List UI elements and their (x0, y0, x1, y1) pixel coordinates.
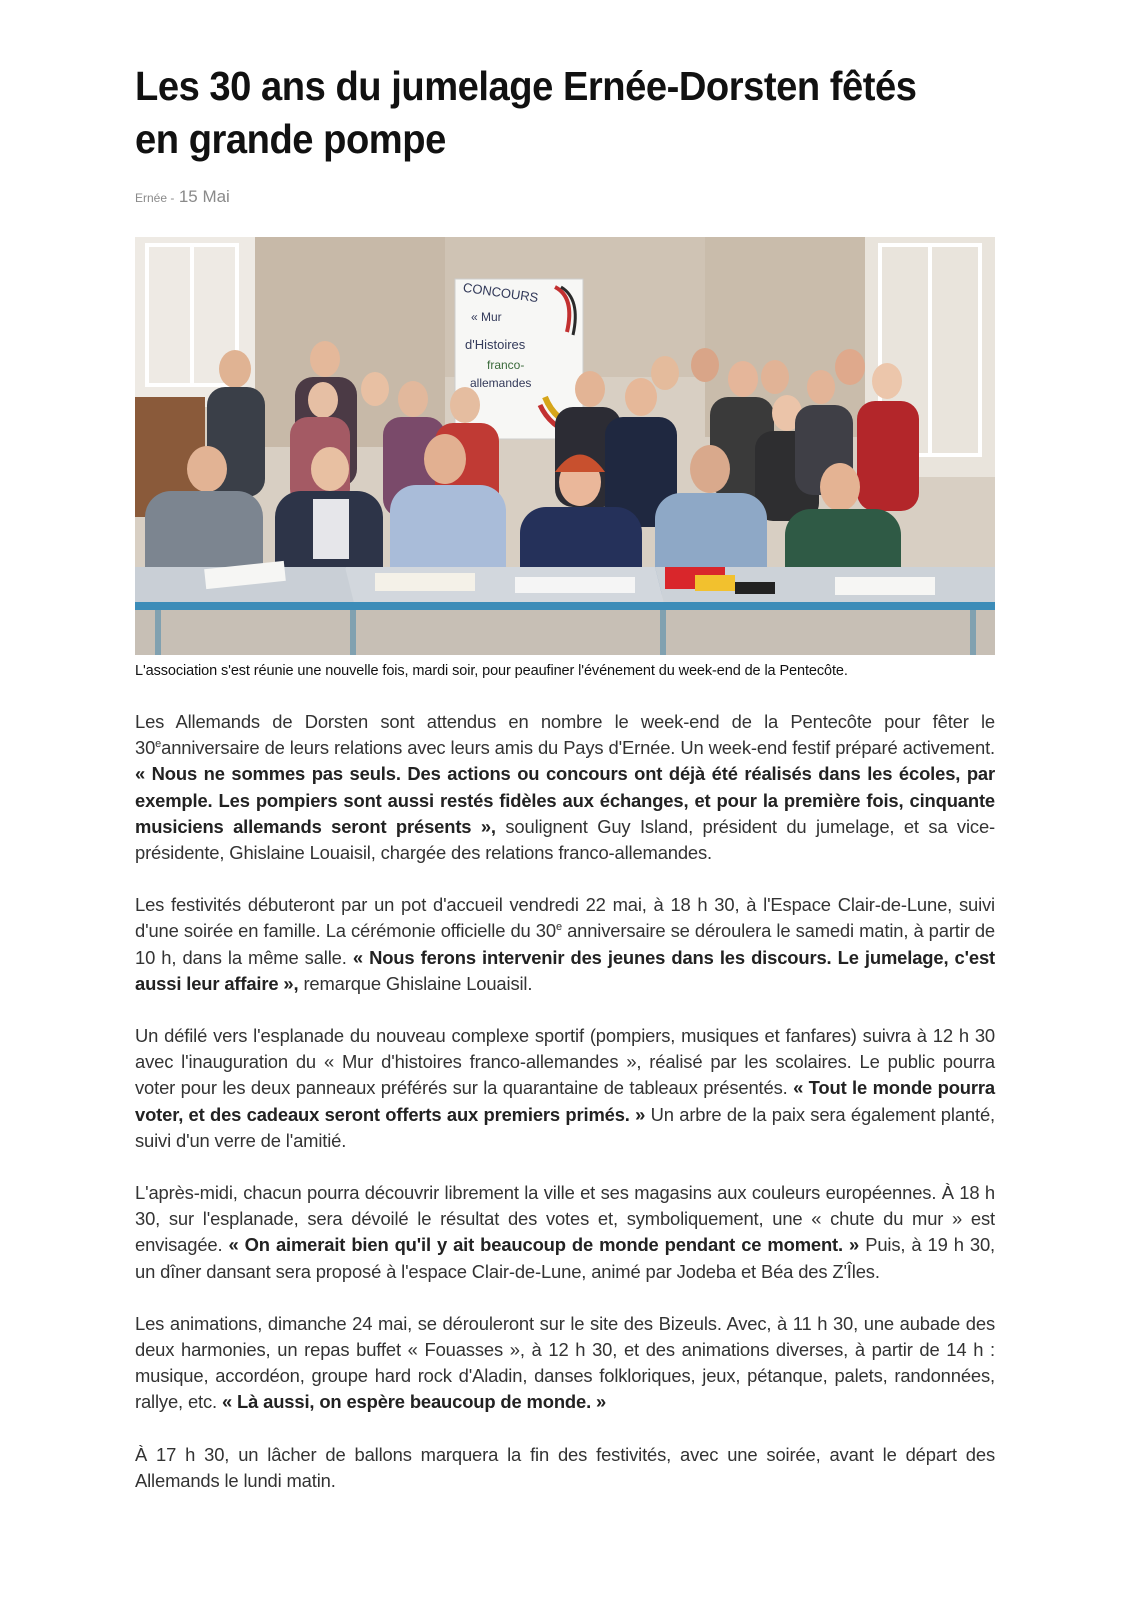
quote-5: « Là aussi, on espère beaucoup de monde. » (221, 1391, 607, 1413)
paragraph-6: À 17 h 30, un lâcher de ballons marquera la fin des festivités, avec une soirée, avant le départ des Allemands le lundi matin. (135, 1443, 995, 1491)
photo-caption: L'association s'est réunie une nouvelle fois, mardi soir, pour peaufiner l'événement du week-end de la Pentecôte. (135, 663, 848, 679)
quote-3: « Tout le monde pourra voter, et des cadeaux seront offerts aux premiers primés. » (135, 1077, 995, 1125)
article-body (135, 709, 995, 1520)
article-date: 15 Mai (178, 187, 230, 206)
quote-4: « On aimerait bien qu'il y ait beaucoup de monde pendant ce moment. » (228, 1234, 860, 1256)
article-title: Les 30 ans du jumelage Ernée-Dorsten fêtés en grande pompe (135, 63, 917, 162)
article-photo (135, 237, 995, 655)
paragraph-5: Les animations, dimanche 24 mai, se dérouleront sur le site des Bizeuls. Avec, à 11 h 30, une aubade des deux harmonies, un repas buffet « Fouasses », à 12 h 30, et des animations diverses, à partir de 14 h : musique, accordéon, groupe hard rock d'Aladin, danses folkloriques, jeux, pétanque, palets, randonnées, rallye, etc. « Là aussi, on espère beaucoup de monde. » (135, 1312, 995, 1413)
svg-text:« Mur: « Mur (471, 310, 502, 324)
paragraph-3: Un défilé vers l'esplanade du nouveau complexe sportif (pompiers, musiques et fanfares) suivra à 12 h 30 avec l'inauguration du « Mur d'histoires franco-allemandes », réalisé par les scolaires. Le public pourra voter pour les deux panneaux préférés sur la quarantaine de tableaux présentés. « Tout le monde pourra voter, et des cadeaux seront offerts aux premiers primés. » Un arbre de la paix sera également planté, suivi d'un verre de l'amitié. (135, 1025, 995, 1151)
paragraph-2: Les festivités débuteront par un pot d'accueil vendredi 22 mai, à 18 h 30, à l'Espace Clair-de-Lune, suivi d'une soirée en famille. La cérémonie officielle du 30e anniversaire se déroulera le samedi matin, à partir de 10 h, dans la même salle. « Nous ferons intervenir des jeunes dans les discours. Le jumelage, c'est aussi leur affaire », remarque Ghislaine Louaisil. (135, 894, 995, 994)
svg-text:d'Histoires: d'Histoires (465, 337, 526, 352)
quote-1: « Nous ne sommes pas seuls. Des actions ou concours ont déjà été réalisés dans les écoles, par exemple. Les pompiers sont aussi restés fidèles aux échanges, et pour la première fois, cinquante musiciens allemands seront présents », (135, 763, 995, 837)
svg-text:franco-: franco- (487, 358, 525, 372)
svg-text:allemandes: allemandes (470, 376, 532, 390)
quote-2: « Nous ferons intervenir des jeunes dans les discours. Le jumelage, c'est aussi leur affaire », (135, 946, 995, 994)
paragraph-1: Les Allemands de Dorsten sont attendus en nombre le week-end de la Pentecôte pour fêter le 30eanniversaire de leurs relations avec leurs amis du Pays d'Ernée. Un week-end festif préparé activement. « Nous ne sommes pas seuls. Des actions ou concours ont déjà été réalisés dans les écoles, par exemple. Les pompiers sont aussi restés fidèles aux échanges, et pour la première fois, cinquante musiciens allemands seront présents », soulignent Guy Island, président du jumelage, et sa vice-présidente, Ghislaine Louaisil, chargée des relations franco-allemandes. (135, 711, 996, 864)
svg-text:CONCOURS: CONCOURS (462, 279, 540, 306)
article-location: Ernée - (135, 191, 175, 205)
paragraph-4: L'après-midi, chacun pourra découvrir librement la ville et ses magasins aux couleurs européennes. À 18 h 30, sur l'esplanade, sera dévoilé le résultat des votes et, symboliquement, une « chute du mur » est envisagée. « On aimerait bien qu'il y ait beaucoup de monde pendant ce moment. » Puis, à 19 h 30, un dîner dansant sera proposé à l'espace Clair-de-Lune, animé par Jodeba et Béa des Z'Îles. (135, 1182, 995, 1282)
dateline (135, 187, 230, 207)
